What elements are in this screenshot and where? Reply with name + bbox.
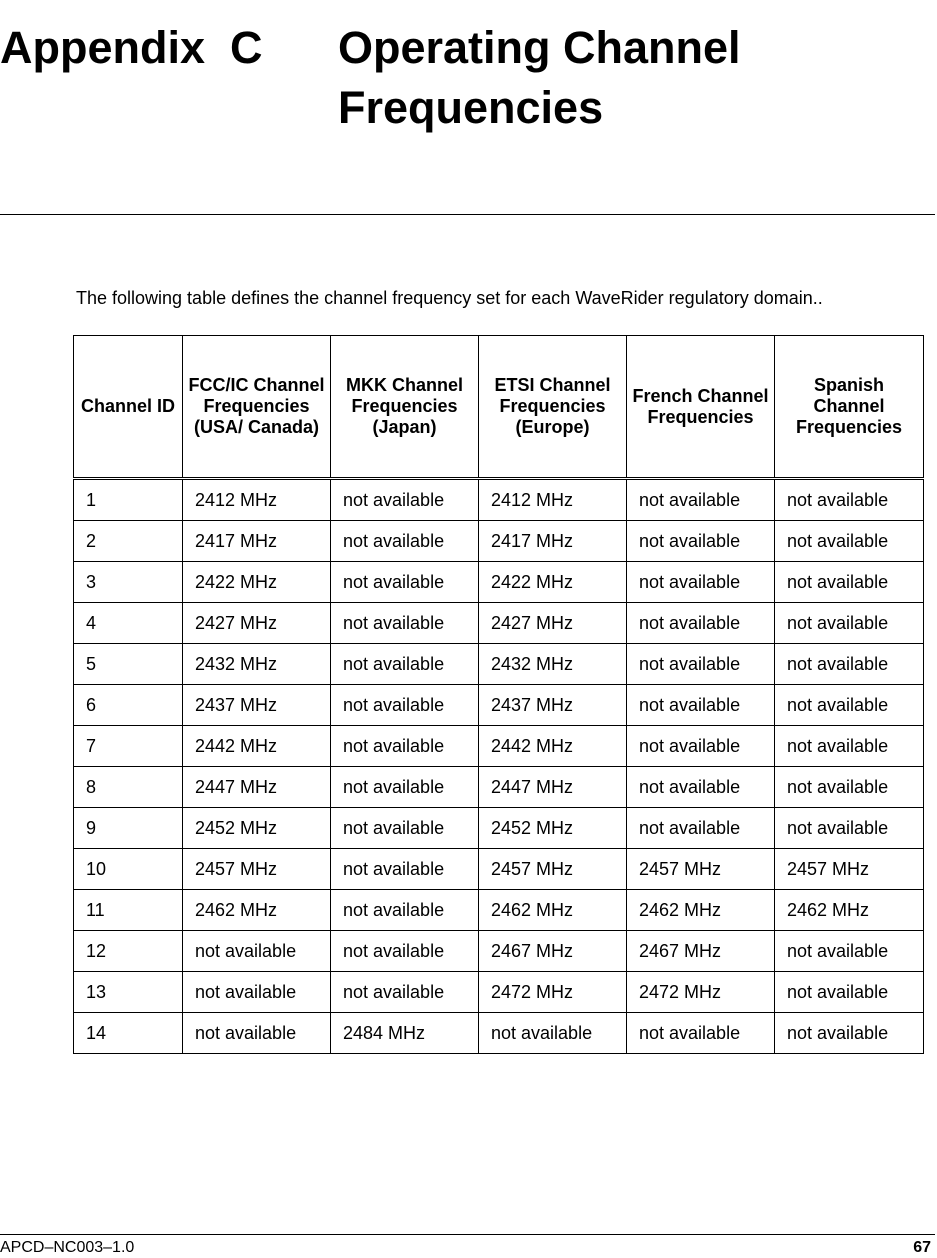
- table-row: [74, 972, 924, 1013]
- cell-channel-id: 9: [74, 808, 183, 849]
- cell-spanish: not available: [775, 1013, 924, 1054]
- table-row: [74, 849, 924, 890]
- cell-french: not available: [627, 726, 775, 767]
- cell-french: 2467 MHz: [627, 931, 775, 972]
- page-title: [338, 18, 741, 138]
- cell-french: 2462 MHz: [627, 890, 775, 931]
- table-row: [74, 890, 924, 931]
- cell-french: not available: [627, 479, 775, 521]
- title-divider: [0, 214, 935, 215]
- cell-channel-id: 6: [74, 685, 183, 726]
- intro-paragraph: The following table defines the channel frequency set for each WaveRider regulatory domain..: [76, 288, 823, 308]
- cell-etsi: not available: [479, 1013, 627, 1054]
- header-mkk: MKK Channel Frequencies (Japan): [331, 336, 479, 479]
- cell-french: 2472 MHz: [627, 972, 775, 1013]
- cell-mkk: not available: [331, 849, 479, 890]
- table-row: [74, 479, 924, 521]
- table-row: [74, 562, 924, 603]
- cell-channel-id: 14: [74, 1013, 183, 1054]
- table-body: [74, 479, 924, 1054]
- cell-channel-id: 7: [74, 726, 183, 767]
- cell-fcc-ic: 2437 MHz: [183, 685, 331, 726]
- cell-fcc-ic: 2452 MHz: [183, 808, 331, 849]
- cell-spanish: not available: [775, 931, 924, 972]
- cell-mkk: not available: [331, 521, 479, 562]
- document-id: APCD–NC003–1.0: [0, 1239, 135, 1256]
- cell-fcc-ic: 2457 MHz: [183, 849, 331, 890]
- cell-french: not available: [627, 603, 775, 644]
- cell-fcc-ic: 2442 MHz: [183, 726, 331, 767]
- appendix-label: Appendix C: [0, 22, 263, 73]
- cell-fcc-ic: 2462 MHz: [183, 890, 331, 931]
- cell-channel-id: 13: [74, 972, 183, 1013]
- cell-etsi: 2462 MHz: [479, 890, 627, 931]
- table-row: [74, 685, 924, 726]
- cell-fcc-ic: 2427 MHz: [183, 603, 331, 644]
- header-french: French Channel Frequencies: [627, 336, 775, 479]
- cell-french: not available: [627, 521, 775, 562]
- table-row: [74, 644, 924, 685]
- cell-etsi: 2432 MHz: [479, 644, 627, 685]
- footer-divider: [0, 1234, 935, 1235]
- table-row: [74, 1013, 924, 1054]
- cell-spanish: 2457 MHz: [775, 849, 924, 890]
- cell-etsi: 2457 MHz: [479, 849, 627, 890]
- cell-fcc-ic: 2422 MHz: [183, 562, 331, 603]
- header-etsi: ETSI Channel Frequencies (Europe): [479, 336, 627, 479]
- cell-spanish: not available: [775, 562, 924, 603]
- cell-french: not available: [627, 562, 775, 603]
- cell-mkk: not available: [331, 479, 479, 521]
- cell-channel-id: 8: [74, 767, 183, 808]
- table-row: [74, 931, 924, 972]
- table-row: [74, 808, 924, 849]
- cell-fcc-ic: 2412 MHz: [183, 479, 331, 521]
- header-channel-id: Channel ID: [74, 336, 183, 479]
- cell-spanish: not available: [775, 972, 924, 1013]
- cell-french: 2457 MHz: [627, 849, 775, 890]
- cell-mkk: not available: [331, 562, 479, 603]
- cell-mkk: not available: [331, 890, 479, 931]
- cell-spanish: not available: [775, 685, 924, 726]
- cell-french: not available: [627, 767, 775, 808]
- cell-channel-id: 2: [74, 521, 183, 562]
- cell-mkk: not available: [331, 972, 479, 1013]
- cell-spanish: not available: [775, 603, 924, 644]
- channel-frequency-table: [73, 335, 924, 1054]
- cell-french: not available: [627, 808, 775, 849]
- table-row: [74, 603, 924, 644]
- cell-channel-id: 1: [74, 479, 183, 521]
- cell-french: not available: [627, 1013, 775, 1054]
- cell-etsi: 2472 MHz: [479, 972, 627, 1013]
- cell-spanish: not available: [775, 726, 924, 767]
- cell-channel-id: 11: [74, 890, 183, 931]
- cell-etsi: 2447 MHz: [479, 767, 627, 808]
- cell-mkk: not available: [331, 726, 479, 767]
- table-row: [74, 767, 924, 808]
- cell-etsi: 2437 MHz: [479, 685, 627, 726]
- table-header-row: [74, 336, 924, 479]
- cell-etsi: 2412 MHz: [479, 479, 627, 521]
- cell-mkk: not available: [331, 685, 479, 726]
- cell-french: not available: [627, 685, 775, 726]
- cell-etsi: 2422 MHz: [479, 562, 627, 603]
- page-number: 67: [913, 1239, 931, 1256]
- header-spanish: Spanish Channel Frequencies: [775, 336, 924, 479]
- page-title-line-2: Frequencies: [338, 82, 604, 133]
- header-fcc-ic: FCC/IC Channel Frequencies (USA/ Canada): [183, 336, 331, 479]
- cell-spanish: not available: [775, 479, 924, 521]
- cell-etsi: 2442 MHz: [479, 726, 627, 767]
- cell-etsi: 2417 MHz: [479, 521, 627, 562]
- cell-fcc-ic: 2432 MHz: [183, 644, 331, 685]
- page-title-line-1: Operating Channel: [338, 22, 741, 73]
- cell-channel-id: 3: [74, 562, 183, 603]
- cell-etsi: 2467 MHz: [479, 931, 627, 972]
- cell-channel-id: 10: [74, 849, 183, 890]
- cell-fcc-ic: not available: [183, 1013, 331, 1054]
- table-row: [74, 521, 924, 562]
- cell-mkk: not available: [331, 644, 479, 685]
- cell-channel-id: 12: [74, 931, 183, 972]
- cell-spanish: not available: [775, 521, 924, 562]
- cell-mkk: 2484 MHz: [331, 1013, 479, 1054]
- cell-fcc-ic: 2447 MHz: [183, 767, 331, 808]
- cell-mkk: not available: [331, 767, 479, 808]
- cell-mkk: not available: [331, 603, 479, 644]
- cell-channel-id: 4: [74, 603, 183, 644]
- table-row: [74, 726, 924, 767]
- cell-fcc-ic: not available: [183, 931, 331, 972]
- cell-spanish: not available: [775, 767, 924, 808]
- cell-mkk: not available: [331, 931, 479, 972]
- cell-spanish: not available: [775, 644, 924, 685]
- cell-etsi: 2452 MHz: [479, 808, 627, 849]
- cell-spanish: 2462 MHz: [775, 890, 924, 931]
- cell-channel-id: 5: [74, 644, 183, 685]
- cell-spanish: not available: [775, 808, 924, 849]
- cell-mkk: not available: [331, 808, 479, 849]
- cell-fcc-ic: not available: [183, 972, 331, 1013]
- cell-fcc-ic: 2417 MHz: [183, 521, 331, 562]
- cell-french: not available: [627, 644, 775, 685]
- cell-etsi: 2427 MHz: [479, 603, 627, 644]
